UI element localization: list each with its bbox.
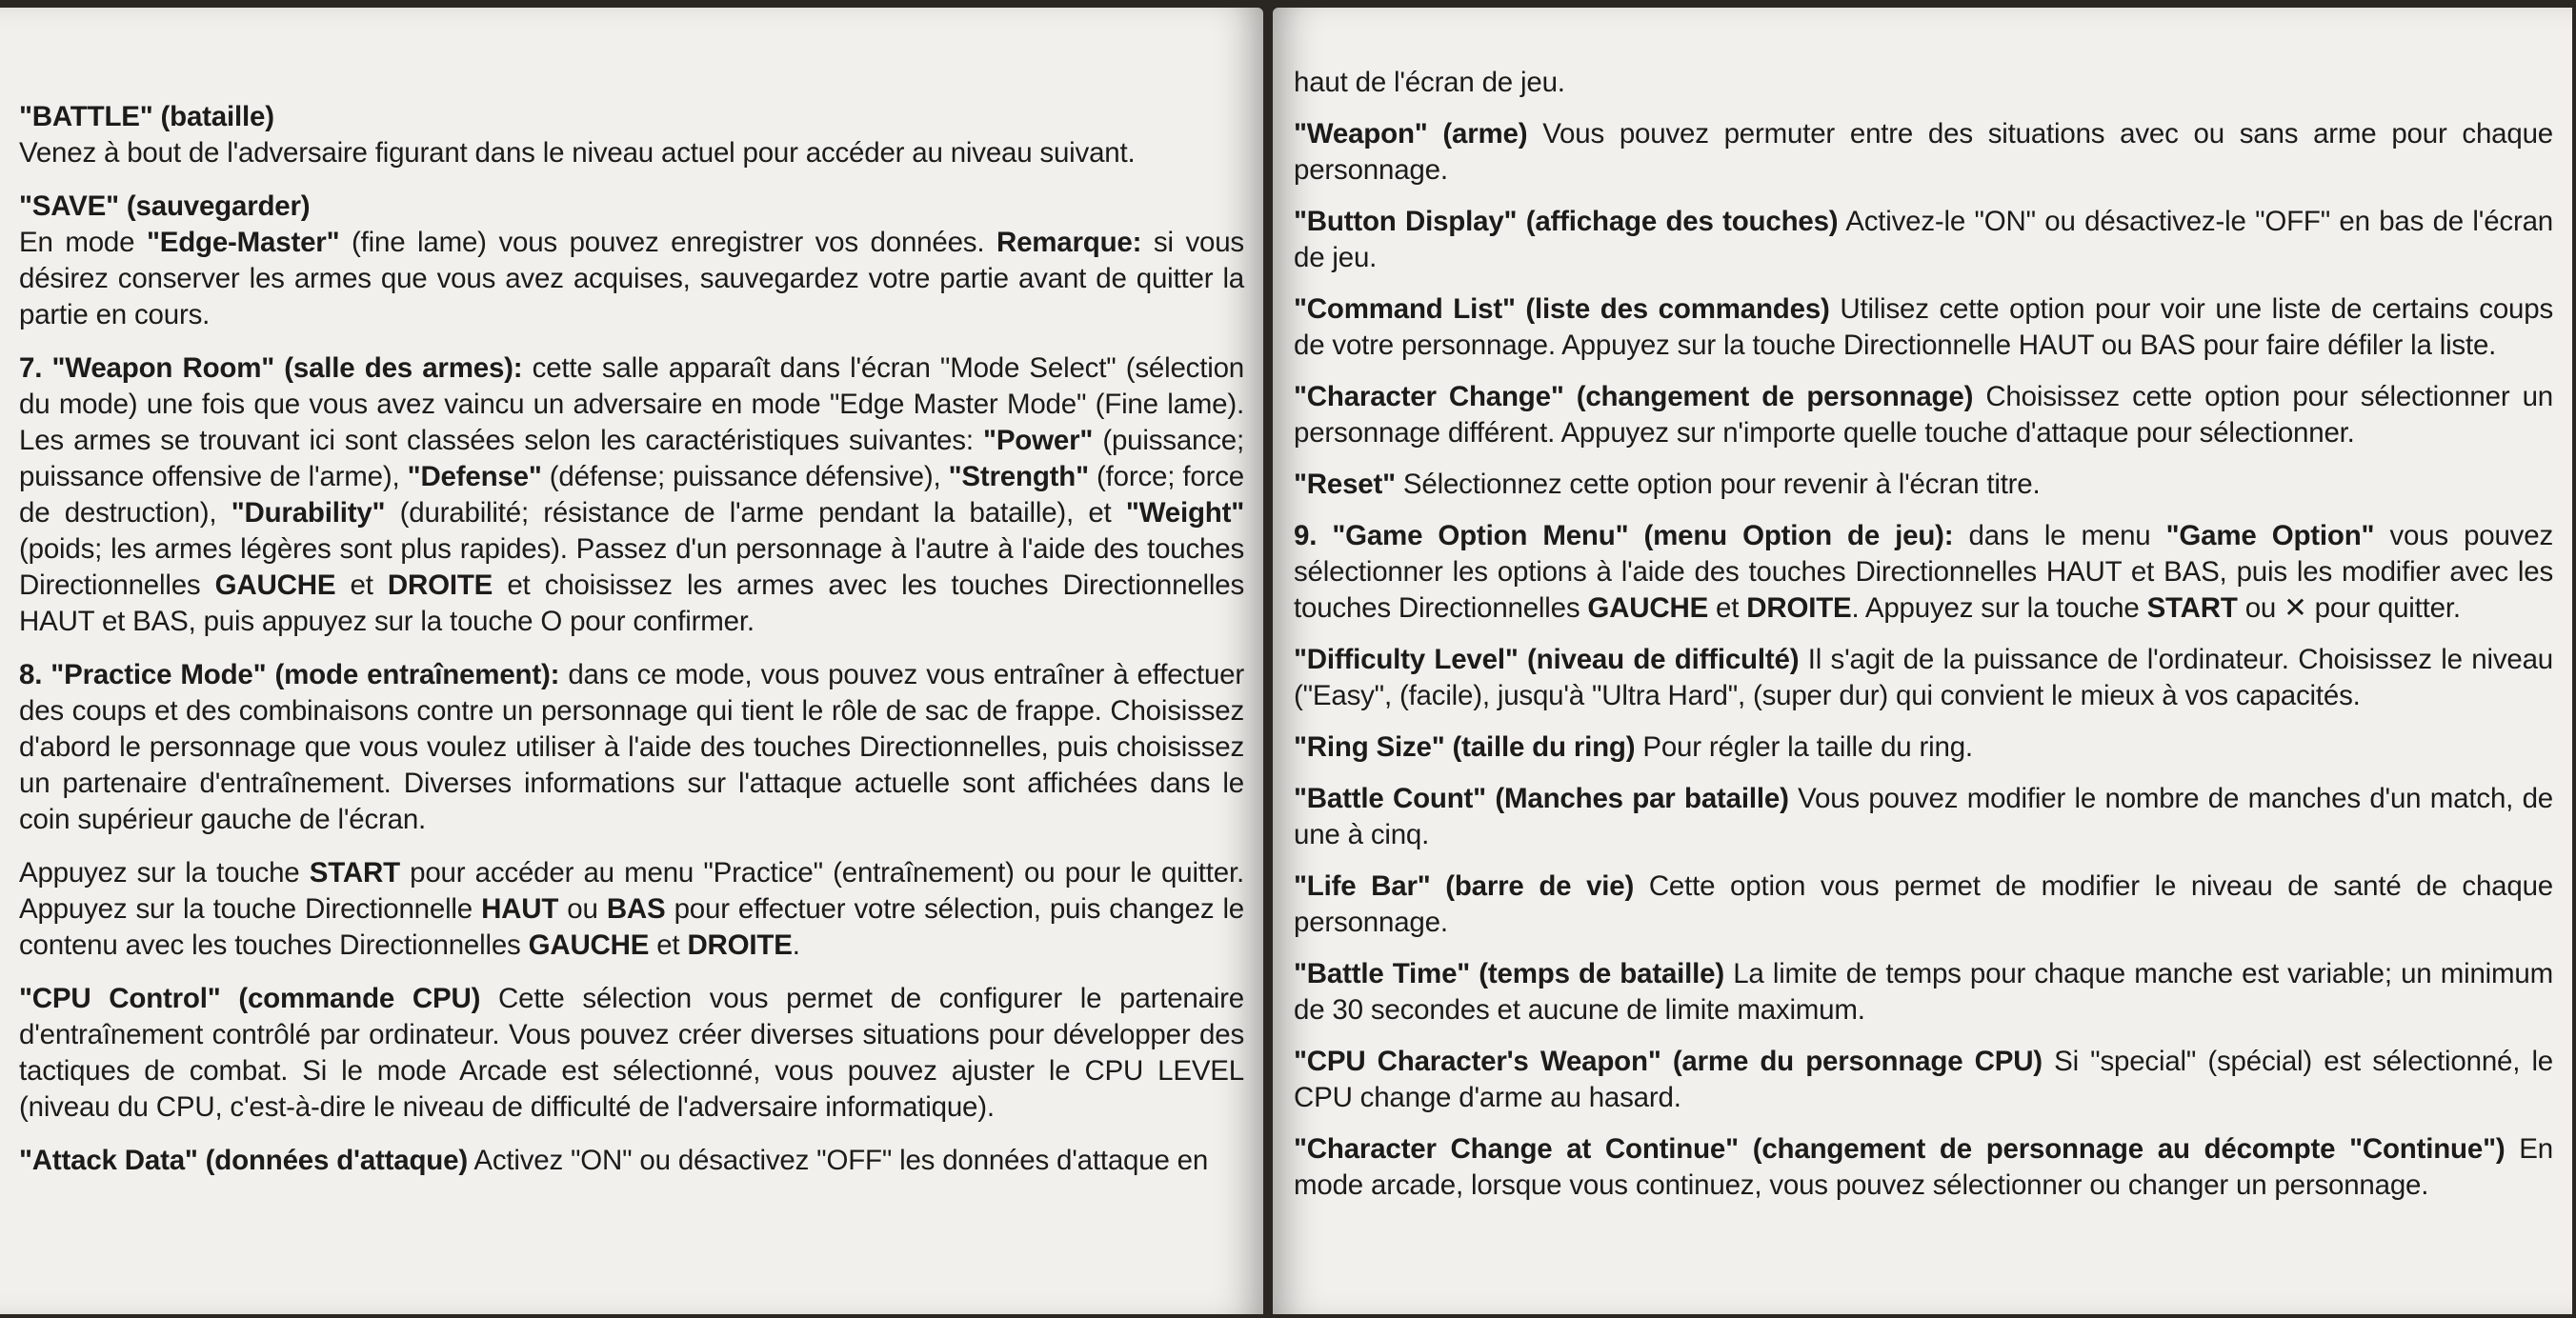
button-display-heading: "Button Display" (affichage des touches): [1294, 206, 1839, 237]
difficulty-heading: "Difficulty Level" (niveau de difficulté): [1294, 644, 1800, 675]
character-change-continue-text: En mode arcade, lorsque vous continuez, vous pouvez sélectionner ou changer un personnage.: [1294, 1133, 2553, 1201]
gom-text-4: . Appuyez sur la touche: [1851, 592, 2147, 624]
wr-durability: "Durability": [231, 497, 386, 529]
continued-text: [1294, 65, 2553, 101]
st-text-4: pour effectuer votre sélection, puis changez le contenu avec les touches Directionnelles: [19, 893, 1245, 961]
wr-text-3: (défense; puissance défensive),: [541, 461, 949, 492]
character-change-text: Choisissez cette option pour sélectionner un personnage différent. Appuyez sur n'importe quelle touche d'attaque pour sélectionner.: [1294, 381, 2553, 449]
wr-text-6: (poids; les armes légères sont plus rapides). Passez d'un personnage à l'autre à l'aide des touches Directionnelles: [19, 533, 1244, 601]
reset-option: [1294, 467, 2553, 503]
difficulty-option: [1294, 642, 2553, 714]
wr-text-2: (puissance; puissance offensive de l'arme),: [19, 425, 1244, 492]
st-gauche: GAUCHE: [528, 929, 650, 961]
circle-button-icon: O: [540, 606, 563, 637]
cpu-control-text: Cette sélection vous permet de configurer le partenaire d'entraînement contrôlé par ordinateur. Vous pouvez créer diverses situations pour développer des tactiques de combat. Si le mode Arcade est sélectionné, vous pouvez ajuster le CPU LEVEL (niveau du CPU, c'est-à-dire le niveau de difficulté de l'adversaire informatique).: [19, 983, 1244, 1123]
battle-text: Venez à bout de l'adversaire figurant dans le niveau actuel pour accéder au niveau suivant.: [19, 137, 1136, 169]
gom-text-3: et: [1708, 592, 1747, 624]
start-instructions: [19, 855, 1244, 964]
st-start: START: [309, 857, 400, 889]
character-change-option: [1294, 379, 2553, 451]
game-option-menu-section: [1294, 518, 2553, 627]
save-heading: "SAVE" (sauvegarder): [19, 190, 311, 222]
ring-size-text: Pour régler la taille du ring.: [1635, 731, 1973, 763]
life-bar-heading: "Life Bar" (barre de vie): [1294, 870, 1635, 902]
character-change-continue-option: [1294, 1131, 2553, 1204]
gom-gauche: GAUCHE: [1587, 592, 1709, 624]
cpu-weapon-text: Si "special" (spécial) est sélectionné, le CPU change d'arme au hasard.: [1294, 1046, 2554, 1113]
weapon-heading: "Weapon" (arme): [1294, 118, 1528, 150]
left-column: [19, 99, 1244, 1179]
practice-mode-heading: 8. "Practice Mode" (mode entraînement):: [19, 659, 560, 690]
ring-size-heading: "Ring Size" (taille du ring): [1294, 731, 1636, 763]
gom-game-option: "Game Option": [2165, 520, 2375, 551]
save-bold-1: "Edge-Master": [146, 227, 340, 258]
wr-text-4: (force; force de destruction),: [19, 461, 1244, 529]
weapon-room-section: [19, 350, 1244, 640]
st-bas: BAS: [606, 893, 666, 925]
battle-time-text: La limite de temps pour chaque manche est variable; un minimum de 30 secondes et aucune de limite maximum.: [1294, 958, 2553, 1026]
battle-time-option: [1294, 956, 2553, 1028]
pm-text-1: dans ce mode, vous pouvez vous entraîner à effectuer des coups et des combinaisons contre un personnage qui tient le rôle de sac de frappe. Choisissez d'abord le personnage que vous voulez utiliser à l'aide des touches Directionnelles, puis choisissez un partenaire d'entraînement. Diverses informations sur l'attaque actuelle sont affichées dans le coin supérieur gauche de l'écran.: [19, 659, 1244, 835]
st-text-1: Appuyez sur la touche: [19, 857, 310, 889]
cpu-control-section: [19, 981, 1244, 1126]
gom-droite: DROITE: [1746, 592, 1852, 624]
right-page: [1273, 8, 2572, 1314]
cpu-weapon-option: [1294, 1044, 2553, 1116]
wr-text-1: cette salle apparaît dans l'écran "Mode Select" (sélection du mode) une fois que vous avez vaincu un adversaire en mode "Edge Master Mode" (Fine lame). Les armes se trouvant ici sont classées selon les caractéristiques suivantes:: [19, 352, 1244, 456]
gom-text-2: vous pouvez sélectionner les options à l'aide des touches Directionnelles HAUT et BAS, puis les modifier avec les touches Directionnelles: [1294, 520, 2553, 624]
reset-text: Sélectionnez cette option pour revenir à l'écran titre.: [1395, 469, 2041, 500]
wr-droite: DROITE: [387, 569, 493, 601]
cont-text: haut de l'écran de jeu.: [1294, 67, 1565, 98]
life-bar-text: Cette option vous permet de modifier le niveau de santé de chaque personnage.: [1294, 870, 2553, 938]
wr-power: "Power": [983, 425, 1094, 456]
character-change-heading: "Character Change" (changement de personnage): [1294, 381, 1974, 412]
cpu-control-heading: "CPU Control" (commande CPU): [19, 983, 481, 1014]
save-text-3: si vous désirez conserver les armes que vous avez acquises, sauvegardez votre partie avant de quitter la partie en cours.: [19, 227, 1244, 330]
wr-defense: "Defense": [407, 461, 542, 492]
wr-text-9: pour confirmer.: [562, 606, 755, 637]
wr-weight: "Weight": [1125, 497, 1244, 529]
wr-gauche: GAUCHE: [214, 569, 336, 601]
wr-text-8: et choisissez les armes avec les touches Directionnelles HAUT et BAS, puis appuyez sur la touche: [19, 569, 1244, 637]
weapon-text: Vous pouvez permuter entre des situations avec ou sans arme pour chaque personnage.: [1294, 118, 2553, 186]
st-droite: DROITE: [687, 929, 793, 961]
button-display-text: Activez-le "ON" ou désactivez-le "OFF" en bas de l'écran de jeu.: [1294, 206, 2553, 273]
gom-start: START: [2146, 592, 2238, 624]
save-bold-2: Remarque:: [996, 227, 1142, 258]
battle-time-heading: "Battle Time" (temps de bataille): [1294, 958, 1724, 989]
difficulty-text: Il s'agit de la puissance de l'ordinateur. Choisissez le niveau ("Easy", (facile), jusqu'à "Ultra Hard", (super dur) qui convient le mieux à vos capacités.: [1294, 644, 2553, 711]
wr-text-5: (durabilité; résistance de l'arme pendant la bataille), et: [385, 497, 1126, 529]
character-change-continue-heading: "Character Change at Continue" (changement de personnage au décompte "Continue"): [1294, 1133, 2506, 1165]
wr-text-7: et: [335, 569, 388, 601]
save-text-2: (fine lame) vous pouvez enregistrer vos données.: [339, 227, 996, 258]
reset-heading: "Reset": [1294, 469, 1396, 500]
command-list-heading: "Command List" (liste des commandes): [1294, 293, 1830, 325]
game-option-menu-heading: 9. "Game Option Menu" (menu Option de jeu):: [1294, 520, 1954, 551]
battle-count-heading: "Battle Count" (Manches par bataille): [1294, 783, 1789, 814]
st-text-2: pour accéder au menu "Practice" (entraînement) ou pour le quitter. Appuyez sur la touche Directionnelle: [19, 857, 1244, 925]
right-column: [1294, 65, 2553, 1204]
button-display-option: [1294, 204, 2553, 276]
life-bar-option: [1294, 869, 2553, 941]
gom-text-6: pour quitter.: [2306, 592, 2461, 624]
gom-text-1: dans le menu: [1953, 520, 2166, 551]
practice-mode-section: [19, 657, 1244, 838]
save-text-1: En mode: [19, 227, 147, 258]
battle-section: [19, 99, 1244, 171]
st-haut: HAUT: [481, 893, 559, 925]
command-list-option: [1294, 291, 2553, 364]
battle-count-option: [1294, 781, 2553, 853]
ring-size-option: [1294, 729, 2553, 766]
weapon-room-heading: 7. "Weapon Room" (salle des armes):: [19, 352, 523, 384]
battle-count-text: Vous pouvez modifier le nombre de manches d'un match, de une à cinq.: [1294, 783, 2553, 850]
gom-text-5: ou: [2237, 592, 2284, 624]
attack-data-heading: "Attack Data" (données d'attaque): [19, 1145, 468, 1176]
wr-strength: "Strength": [948, 461, 1089, 492]
save-section: [19, 189, 1244, 333]
left-page: [0, 8, 1263, 1314]
cpu-weapon-heading: "CPU Character's Weapon" (arme du personnage CPU): [1294, 1046, 2043, 1077]
attack-data-text: Activez "ON" ou désactivez "OFF" les données d'attaque en: [467, 1145, 1209, 1176]
weapon-option: [1294, 116, 2553, 189]
battle-heading: "BATTLE" (bataille): [19, 101, 274, 132]
command-list-text: Utilisez cette option pour voir une liste de certains coups de votre personnage. Appuyez sur la touche Directionnelle HAUT ou BAS pour faire défiler la liste.: [1294, 293, 2553, 361]
attack-data-section: [19, 1143, 1244, 1179]
st-text-6: .: [792, 929, 800, 961]
st-text-5: et: [649, 929, 688, 961]
st-text-3: ou: [558, 893, 607, 925]
cross-button-icon: ✕: [2284, 592, 2307, 624]
